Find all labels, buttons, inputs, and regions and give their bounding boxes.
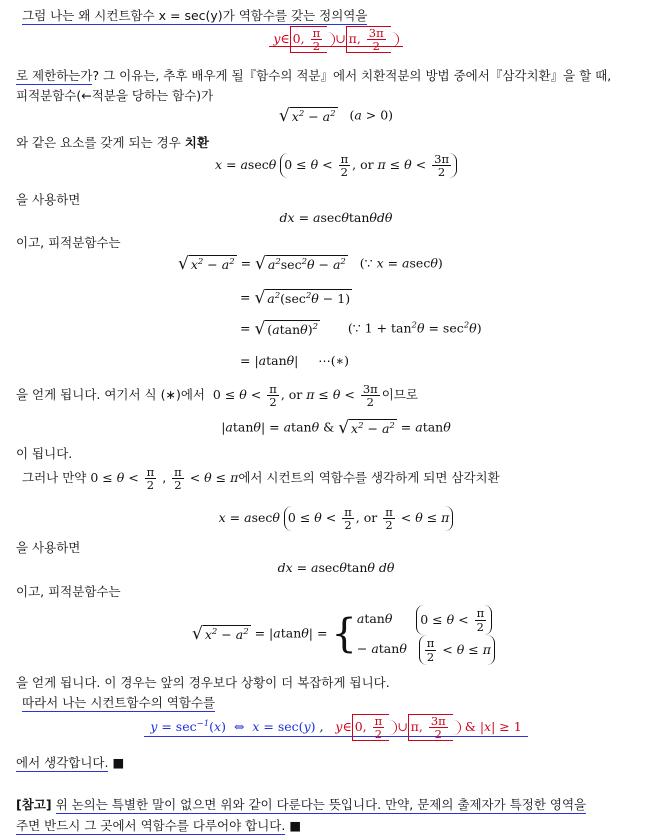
reason-text-b: ? 그 이유는, 추후 배우게 될『함수의 적분』에서 치환적분의 방법 중에서『삼각치환』을 할 때, bbox=[92, 68, 612, 83]
derivation-row-4: = |atanθ| ⋯(∗) bbox=[240, 353, 350, 368]
cases-expression: √ $x^2 - a^2 = |atan\theta|$ = { atanθ 0 ≤ θ < $\frac{\pi}{2}$ − atanθ $\frac{\pi}{2}$ < θ ≤ π bbox=[192, 604, 672, 664]
substitution-formula-1: x = asecθ 0 ≤ θ < $\frac{\pi}{2}$ , or π ≤ θ < $\frac{3\pi}{2}$ bbox=[0, 153, 672, 178]
reference-line-2 bbox=[16, 816, 672, 834]
final-definition: $y = \sec^{-1}(x)$ ⇔ x = sec(y) , y∈ 0, $\frac{\pi}{2}$ ∪ π, $\frac{3\pi}{2}$ & |x| ≥ 1 bbox=[0, 714, 672, 741]
substitution-line bbox=[16, 133, 672, 151]
substitution-formula-2: x = asecθ 0 ≤ θ < $\frac{\pi}{2}$ , or $\frac{\pi}{2}$ < θ ≤ π bbox=[0, 506, 672, 531]
result-text-a: 을 얻게 됩니다. 여기서 식 (∗)에서 bbox=[16, 387, 205, 403]
substitution-bold: 치환 bbox=[184, 135, 209, 150]
however-text-b: 에서 시컨트의 역함수를 생각하게 되면 삼각치환 bbox=[238, 470, 500, 486]
becomes-text: 이 됩니다. bbox=[16, 446, 73, 461]
derivation-row-3: = √ $(atan\theta)^2$ (∵ $1 + \tan^2\theta = \sec^2\theta$) bbox=[240, 319, 482, 339]
use-text-2: 을 사용하면 bbox=[16, 540, 81, 555]
reference-tag: [참고] bbox=[16, 797, 52, 812]
use-line-2 bbox=[16, 538, 672, 556]
derivation-row-2: = √ $a^2(\sec^2\theta - 1)$ bbox=[240, 288, 351, 308]
end-mark-2: ■ bbox=[289, 818, 302, 833]
substitution-text: 와 같은 요소를 갖게 되는 경우 bbox=[16, 135, 181, 150]
reference-text-2: 주면 반드시 그 곳에서 역함수를 다루어야 합니다. bbox=[16, 818, 286, 833]
derivation-row-1: √ $x^2 - a^2$ = √ $a^2\sec^2\theta - a^2$ (∵ x = asecθ) bbox=[178, 254, 443, 274]
reason-text-a: 로 제한하는가 bbox=[16, 68, 93, 83]
reason-line bbox=[16, 66, 672, 84]
dx-formula-1: dx = asecθtanθdθ bbox=[279, 210, 393, 225]
result-text-b: 이므로 bbox=[381, 387, 418, 403]
integrand-intro-1 bbox=[16, 233, 672, 251]
however-line: 그러나 만약 0 ≤ θ < $\frac{\pi}{2}$ , $\frac{\pi}{2}$ < θ ≤ π에서 시컨트의 역함수를 생각하게 되면 삼각치환 bbox=[22, 465, 500, 493]
use-line-1 bbox=[16, 190, 672, 208]
sqrt-expression: √ $x^2 - a^2$ (a > 0) bbox=[278, 106, 394, 126]
use-text-1: 을 사용하면 bbox=[16, 192, 81, 207]
therefore-text: 따라서 나는 시컨트함수의 역함수를 bbox=[22, 695, 216, 710]
domain-formula: y∈ 0, $\frac{\pi}{2}$ ∪ π, $\frac{3\pi}{2}$ bbox=[0, 26, 672, 53]
integrand-line bbox=[16, 86, 672, 104]
reference-text-1: 위 논의는 특별한 말이 없으면 위와 같이 다룬다는 뜻입니다. 만약, 문제의 출제자가 특정한 영역을 bbox=[55, 797, 587, 812]
abs-result: |atanθ| = atanθ & √ $x^2 - a^2 = atan\theta$ bbox=[221, 418, 451, 438]
result-line-1: 을 얻게 됩니다. 여기서 식 (∗)에서 0 ≤ θ < $\frac{\pi}{2}$ , or π ≤ θ < $\frac{3\pi}{2}$ 이므로 bbox=[16, 382, 418, 410]
integrand-intro-text-2: 이고, 피적분함수는 bbox=[16, 584, 121, 599]
integrand-intro-text-1: 이고, 피적분함수는 bbox=[16, 235, 121, 250]
intro-line bbox=[22, 6, 672, 24]
intro-text: 그럼 나는 왜 시컨트함수 x = sec(y)가 역함수를 갖는 정의역을 bbox=[22, 8, 368, 23]
however-text-a: 그러나 만약 bbox=[22, 470, 87, 486]
integrand-text: 피적분함수(←적분을 당하는 함수)가 bbox=[16, 88, 214, 103]
therefore-line bbox=[22, 693, 672, 711]
complex-text: 을 얻게 됩니다. 이 경우는 앞의 경우보다 상황이 더 복잡하게 됩니다. bbox=[16, 675, 390, 690]
end-mark-1: ■ bbox=[112, 755, 125, 770]
reference-line-1 bbox=[16, 795, 672, 813]
conclusion-line bbox=[16, 753, 672, 771]
integrand-intro-2 bbox=[16, 582, 672, 600]
dx-formula-2: dx = asecθtanθ dθ bbox=[277, 560, 395, 575]
complex-line bbox=[16, 673, 672, 691]
conclusion-text: 에서 생각합니다. bbox=[16, 755, 109, 770]
becomes-line bbox=[16, 444, 672, 462]
